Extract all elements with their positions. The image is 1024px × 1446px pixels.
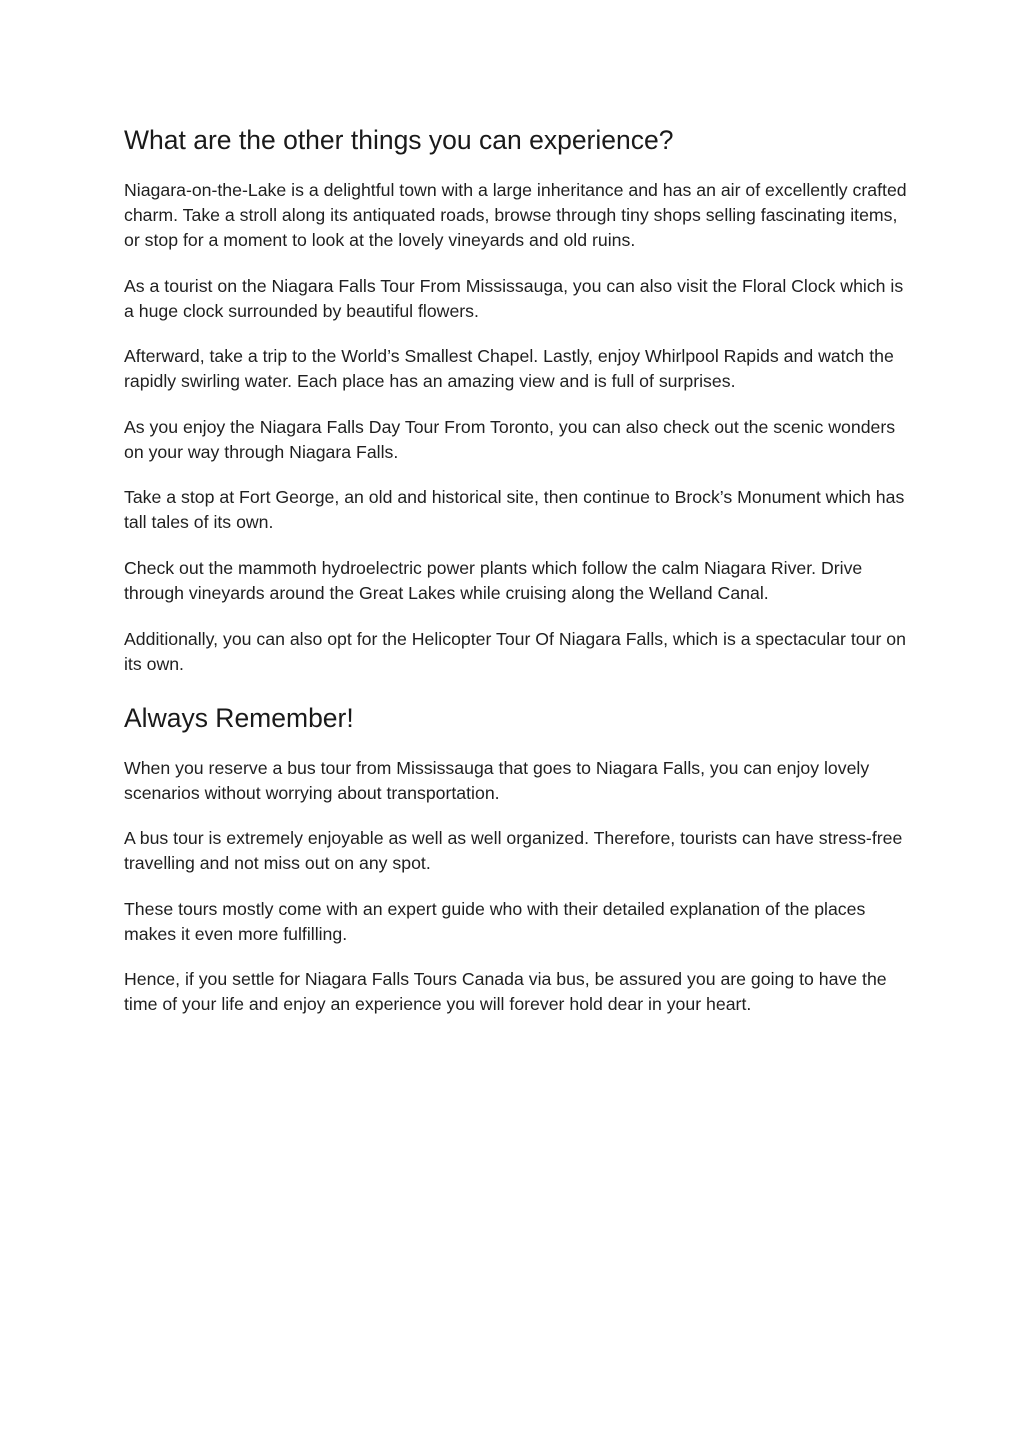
paragraph: Afterward, take a trip to the World’s Smallest Chapel. Lastly, enjoy Whirlpool Rapids and watch the rapidly swirling water. Each place has an amazing view and is full of surprises.: [124, 346, 894, 392]
paragraph: Take a stop at Fort George, an old and historical site, then continue to Brock’s Monument which has tall tales of its own.: [124, 487, 905, 533]
section-heading-always-remember: Always Remember!: [124, 702, 354, 733]
paragraph: When you reserve a bus tour from Mississauga that goes to Niagara Falls, you can enjoy lovely scenarios without worrying about transportation.: [124, 757, 870, 803]
paragraph: Additionally, you can also opt for the Helicopter Tour Of Niagara Falls, which is a spectacular tour on its own.: [124, 628, 906, 674]
paragraph: As you enjoy the Niagara Falls Day Tour From Toronto, you can also check out the scenic wonders on your way through Niagara Falls.: [124, 416, 896, 462]
paragraph: A bus tour is extremely enjoyable as well as well organized. Therefore, tourists can have stress-free travelling and not miss out on any spot.: [124, 828, 903, 874]
section-heading-other-things: What are the other things you can experience?: [124, 125, 674, 155]
paragraph: These tours mostly come with an expert guide who with their detailed explanation of the places makes it even more fulfilling.: [124, 898, 866, 944]
paragraph: Check out the mammoth hydroelectric power plants which follow the calm Niagara River. Drive through vineyards around the Great Lakes while cruising along the Welland Canal.: [124, 557, 863, 603]
paragraph: Niagara-on-the-Lake is a delightful town with a large inheritance and has an air of excellently crafted charm. Take a stroll along its antiquated roads, browse through tiny shops selling fascinating items, or stop for a moment to look at the lovely vineyards and old ruins.: [124, 180, 907, 250]
paragraph: Hence, if you settle for Niagara Falls Tours Canada via bus, be assured you are going to have the time of your life and enjoy an experience you will forever hold dear in your heart.: [124, 969, 887, 1015]
paragraph: As a tourist on the Niagara Falls Tour From Mississauga, you can also visit the Floral Clock which is a huge clock surrounded by beautiful flowers.: [124, 275, 904, 321]
